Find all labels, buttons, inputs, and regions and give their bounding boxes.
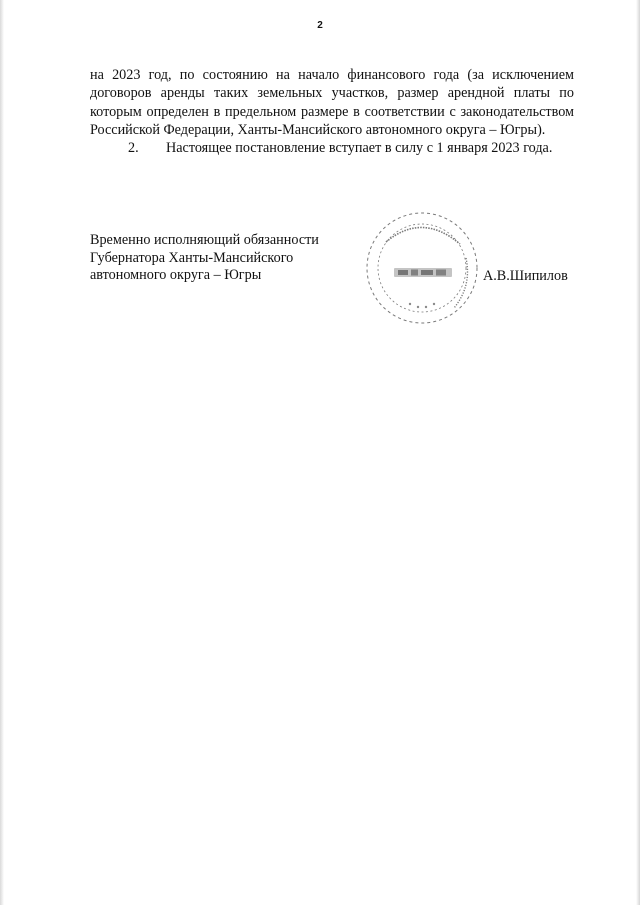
- page-number: 2: [317, 20, 323, 31]
- item-2: [90, 139, 574, 157]
- document-body: [90, 66, 574, 157]
- signer-name: А.В.Шипилов: [483, 268, 568, 284]
- signatory-position: [90, 232, 350, 285]
- item-2-text: Настоящее постановление вступает в силу с 1 января 2023 года.: [166, 140, 553, 157]
- position-line-3: автономного округа – Югры: [90, 267, 262, 283]
- scan-edge-right: [636, 0, 640, 905]
- stamp-center-mark: [394, 268, 452, 277]
- electronic-signature-stamp: [362, 208, 482, 328]
- position-line-2: Губернатора Ханты-Мансийского: [90, 249, 294, 266]
- scan-edge-left: [0, 0, 4, 905]
- stamp-arc-text: [386, 227, 460, 244]
- item-2-number: 2.: [128, 140, 139, 157]
- paragraph-continuation: на 2023 год, по состоянию на начало финансового года (за исключением договоров аренды таких земельных участков, размер арендной платы по которым определен в предельном размере в соответствии с законодательством Российской Федерации, Ханты-Мансийского автономного округа – Югры).: [90, 67, 574, 138]
- stamp-arc-text-right: [454, 258, 468, 308]
- position-line-1: Временно исполняющий обязанности: [90, 232, 319, 248]
